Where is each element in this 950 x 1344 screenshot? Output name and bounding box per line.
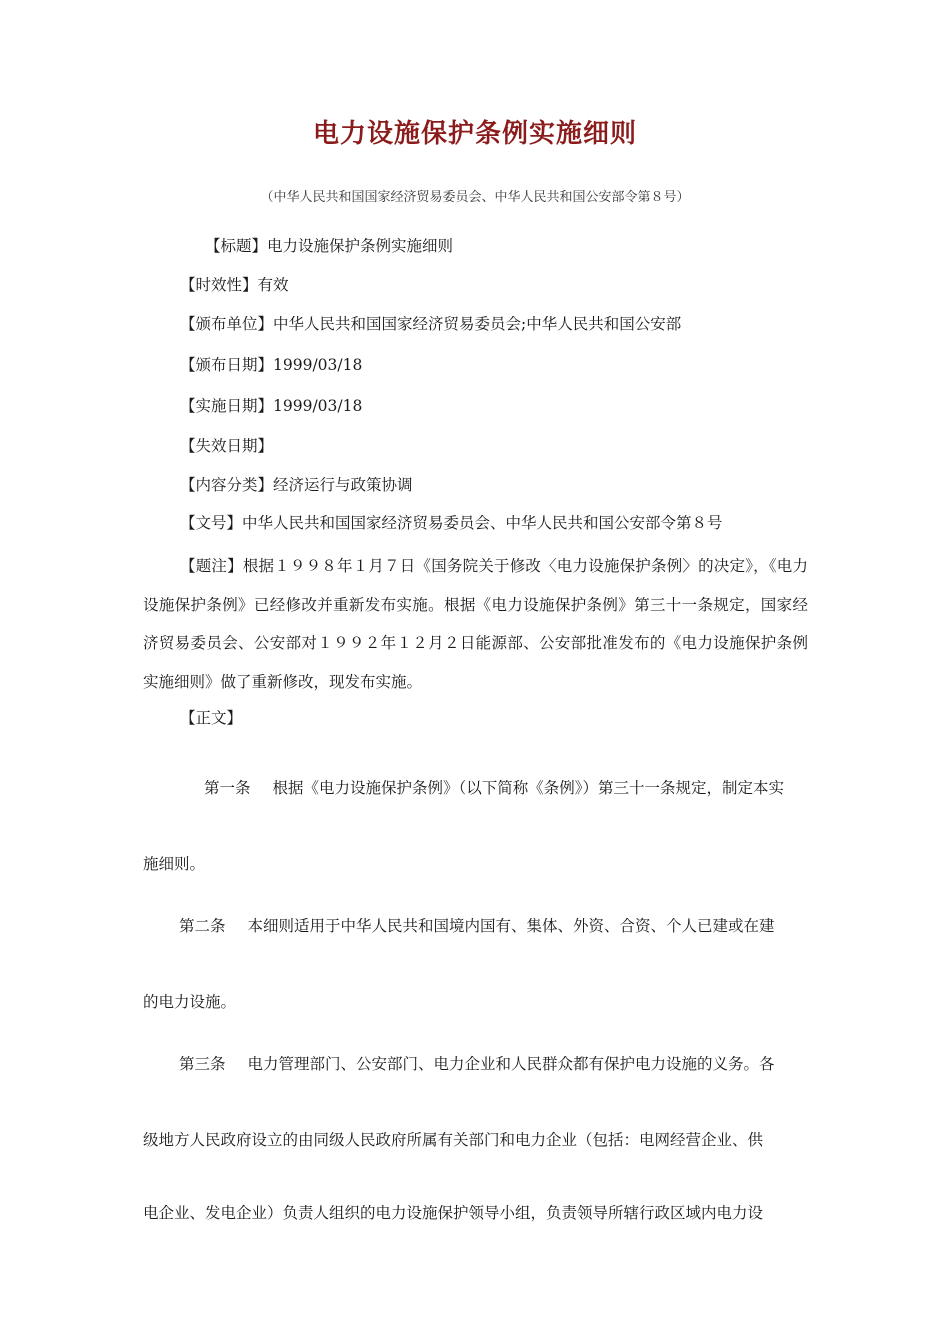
meta-label: 【颁布单位】: [180, 315, 274, 333]
article-3-line: 级地方人民政府设立的由同级人民政府所属有关部门和电力企业（包括：电网经营企业、供: [143, 1131, 764, 1149]
article-number: 第一条: [204, 779, 251, 797]
meta-doc-number: [180, 511, 723, 533]
article-3-first-line: [179, 1052, 775, 1074]
meta-category: [180, 473, 413, 495]
meta-issuer: [180, 312, 681, 334]
meta-validity: [180, 273, 289, 295]
meta-value: 中华人民共和国国家经济贸易委员会;中华人民共和国公安部: [273, 315, 682, 333]
meta-value: 经济运行与政策协调: [273, 476, 413, 494]
note-text: 根据１９９８年１月７日《国务院关于修改〈电力设施保护条例〉的决定》，《电力设施保护条例》已经修改并重新发布实施。根据《电力设施保护条例》第三十一条规定，国家经济贸易委员会、公安部对１９９２年１２月２日能源部、公安部批准发布的《电力设施保护条例实施细则》做了重新修改，现发布实施。: [143, 557, 808, 691]
meta-value: 有效: [257, 276, 289, 294]
meta-issue-date: [180, 353, 362, 375]
meta-value: 中华人民共和国国家经济贸易委员会、中华人民共和国公安部令第８号: [242, 514, 723, 532]
meta-label: 【内容分类】: [180, 476, 274, 494]
meta-title: [205, 234, 453, 256]
meta-value: 电力设施保护条例实施细则: [267, 237, 454, 255]
meta-label: 【标题】: [205, 237, 268, 255]
article-number: 第二条: [179, 917, 226, 935]
meta-value: 1999/03/18: [273, 397, 363, 415]
meta-effective-date: [180, 394, 362, 416]
meta-label: 【实施日期】: [180, 397, 274, 415]
note-paragraph: [143, 547, 808, 701]
article-text: 根据《电力设施保护条例》（以下简称《条例》）第三十一条规定，制定本实: [272, 779, 785, 797]
article-2-line: 的电力设施。: [143, 993, 237, 1011]
meta-value: 1999/03/18: [273, 356, 363, 374]
article-1-first-line: [204, 776, 784, 798]
note-label: 【题注】: [180, 557, 243, 575]
meta-label: 【颁布日期】: [180, 356, 274, 374]
document-title: 电力设施保护条例实施细则: [312, 119, 637, 149]
article-2-first-line: [179, 914, 775, 936]
article-number: 第三条: [179, 1055, 226, 1073]
article-text: 本细则适用于中华人民共和国境内国有、集体、外资、合资、个人已建或在建: [247, 917, 775, 935]
meta-expiry-date: [180, 434, 273, 456]
article-1-line: 施细则。: [143, 855, 206, 873]
article-text: 电力管理部门、公安部门、电力企业和人民群众都有保护电力设施的义务。各: [247, 1055, 775, 1073]
meta-label: 【失效日期】: [180, 437, 274, 455]
document-subtitle: （中华人民共和国国家经济贸易委员会、中华人民共和国公安部令第８号）: [260, 190, 690, 205]
article-3-line: 电企业、发电企业）负责人组织的电力设施保护领导小组，负责领导所辖行政区域内电力设: [143, 1204, 764, 1222]
meta-label: 【时效性】: [180, 276, 258, 294]
body-label: 【正文】: [180, 709, 243, 727]
meta-label: 【文号】: [180, 514, 243, 532]
